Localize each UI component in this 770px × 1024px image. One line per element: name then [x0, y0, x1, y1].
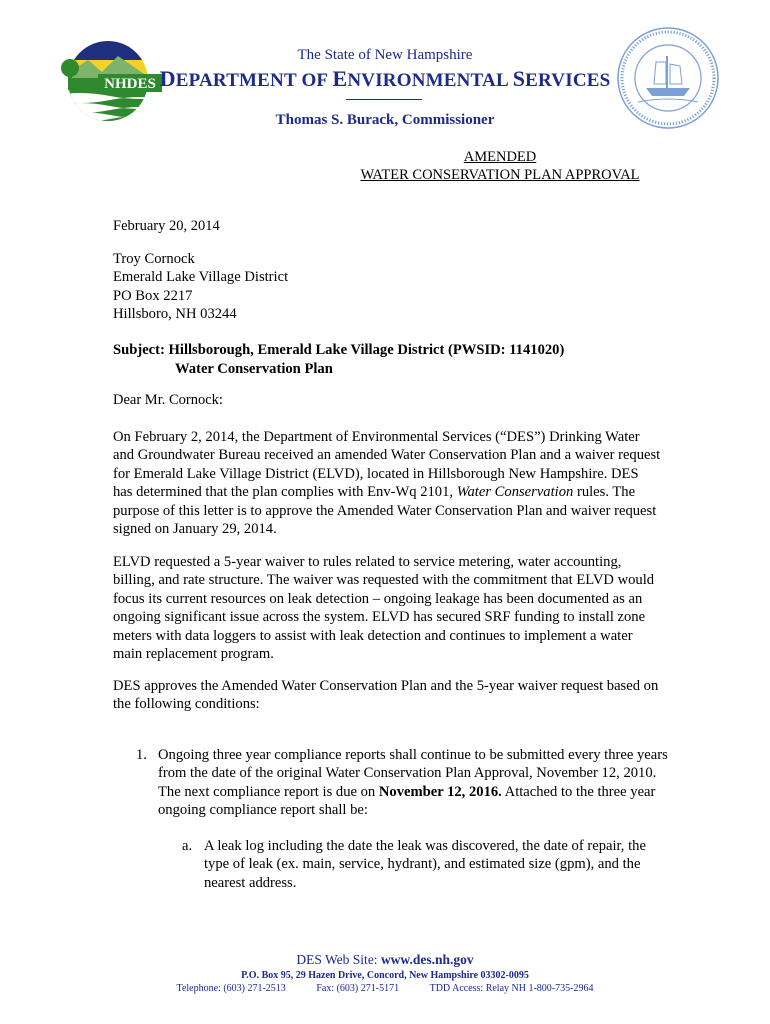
footer-fax: Fax: (603) 271-5171 — [316, 983, 400, 994]
footer-address: P.O. Box 95, 29 Hazen Drive, Concord, New Hampshire 03302-0095 — [241, 970, 529, 981]
footer-website: DES Web Site: www.des.nh.gov — [296, 952, 474, 967]
salutation: Dear Mr. Cornock: — [113, 392, 223, 408]
paragraph-1: On February 2, 2014, the Department of Environmental Services (“DES”) Drinking Water and Groundwater Bureau received an amended Water Conservation Plan and a waiver request for Emerald Lake Village District (ELVD), located in Hillsborough New Hampshire. DES has determined that the plan complies with Env-Wq 2101, Water Conservation rules. The purpose of this letter is to approve the Amended Water Conservation Plan and waiver request signed on January 29, 2014. — [113, 429, 661, 538]
recipient-city: Hillsboro, NH 03244 — [113, 306, 237, 323]
footer-tdd: TDD Access: Relay NH 1-800-735-2964 — [429, 983, 594, 994]
letter-date: February 20, 2014 — [113, 218, 220, 234]
document-title — [330, 148, 670, 184]
recipient-organization: Emerald Lake Village District — [113, 269, 289, 286]
header-divider — [346, 99, 422, 100]
condition-item: Ongoing three year compliance reports shall continue to be submitted every three years from the date of the original Water Conservation Plan Approval, November 12, 2010. The next compliance report is due on November 12, 2016. Attached to the three year ongoing compliance report shall be: — [158, 747, 668, 819]
paragraph-2: ELVD requested a 5-year waiver to rules related to service metering, water accounting, billing, and rate structure. The waiver was requested with the commitment that ELVD would focus its current resources on leak detection – ongoing leakage has been documented as an ongoing significant issue across the system. ELVD has secured SRF funding to install zone meters with data loggers to assist with leak detection and continues to implement a water main replacement program. — [113, 554, 655, 663]
commissioner-line: Thomas S. Burack, Commissioner — [275, 112, 495, 128]
subitem-text: A leak log including the date the leak was discovered, the date of repair, the type of leak (ex. main, service, hydrant), and estimated size (gpm), and the nearest address. — [204, 838, 646, 891]
condition-number: 1. — [136, 747, 147, 763]
recipient-po-box: PO Box 2217 — [113, 287, 193, 304]
department-name: DEPARTMENT OF ENVIRONMENTAL SERVICES — [159, 66, 611, 91]
title-line-1: AMENDED — [463, 149, 537, 165]
footer-telephone: Telephone: (603) 271-2513 — [176, 983, 286, 994]
recipient-address — [113, 250, 288, 324]
paragraph-3: DES approves the Amended Water Conservation Plan and the 5-year waiver request based on the following conditions: — [113, 678, 659, 713]
recipient-name: Troy Cornock — [113, 251, 195, 267]
website-link[interactable]: www.des.nh.gov — [380, 952, 474, 967]
title-line-2: WATER CONSERVATION PLAN APPROVAL — [360, 167, 640, 183]
subject-line: Subject: Hillsborough, Emerald Lake Village District (PWSID: 1141020) Water Conservation Plan — [113, 342, 565, 377]
footer-contacts — [0, 983, 770, 994]
logo-text: NHDES — [104, 76, 156, 92]
subitem-letter: a. — [182, 838, 193, 854]
state-name: The State of New Hampshire — [297, 47, 473, 63]
